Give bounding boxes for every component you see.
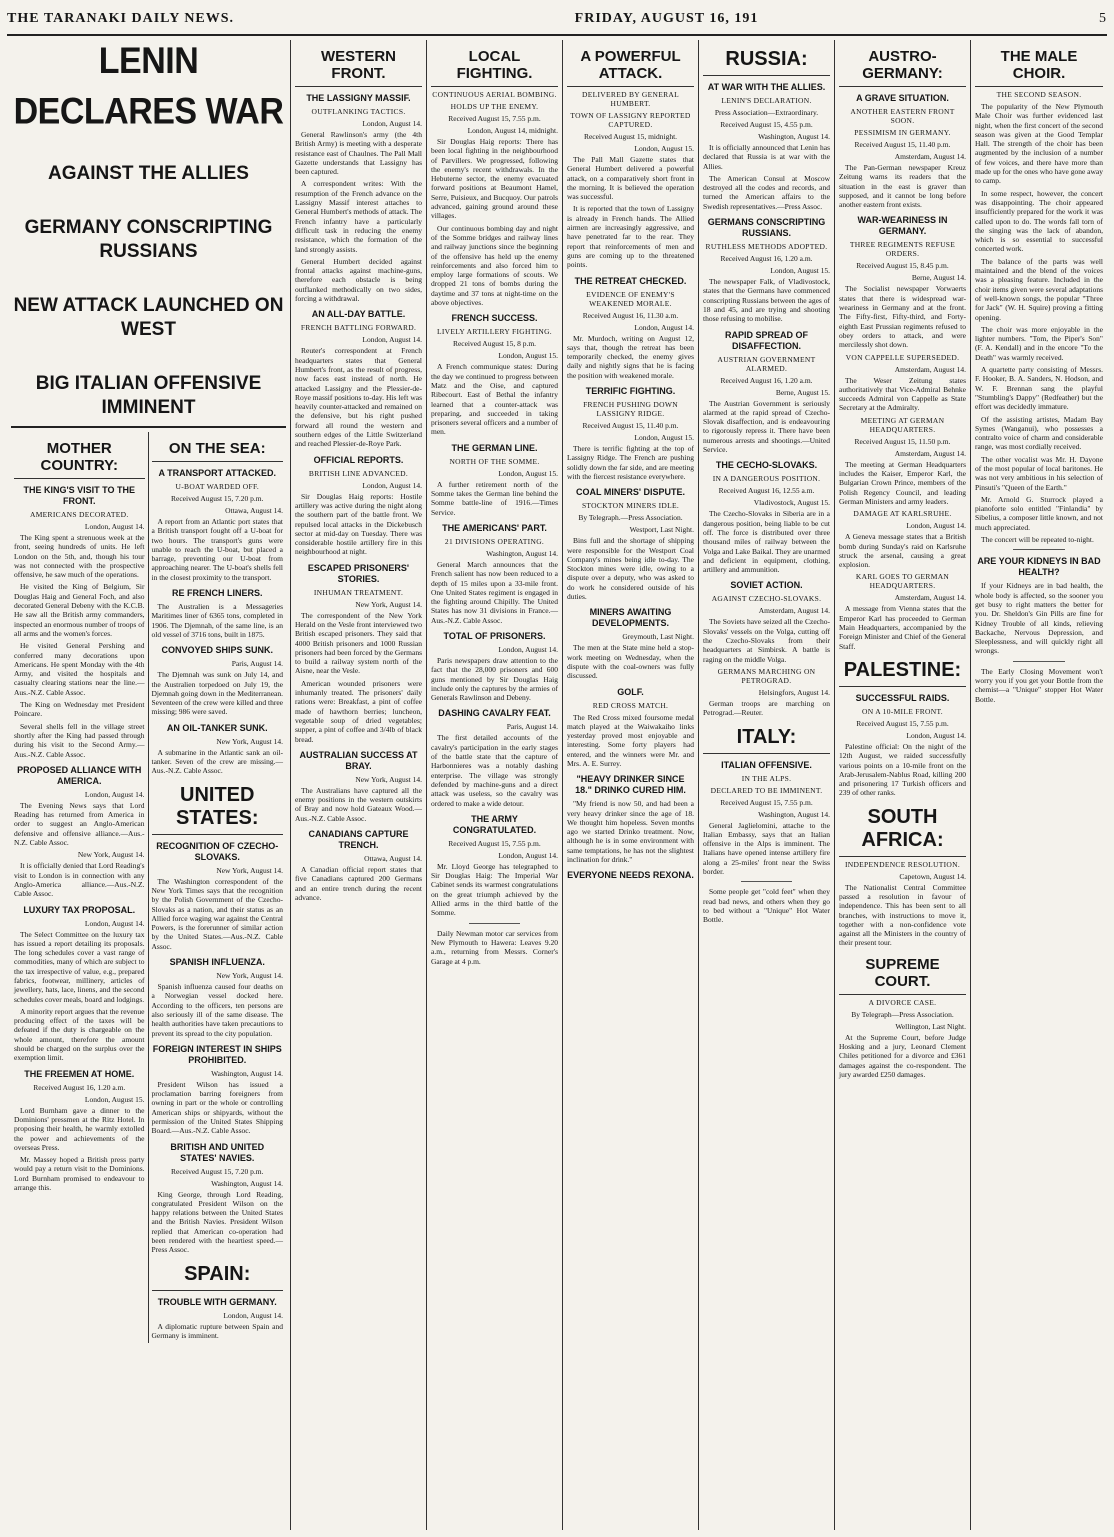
section-palestine: PALESTINE: xyxy=(839,657,966,687)
article-subhead: MEETING AT GERMAN HEADQUARTERS. xyxy=(860,415,945,434)
male-choir-column xyxy=(971,40,1107,1530)
article-headline: PROPOSED ALLIANCE WITH AMERICA. xyxy=(17,764,142,786)
article-headline: COAL MINERS' DISPUTE. xyxy=(576,487,685,498)
article-headline: TOTAL OF PRISONERS. xyxy=(443,630,546,641)
article-subhead: AUSTRIAN GOVERNMENT ALARMED. xyxy=(717,354,816,373)
dateline: New York, August 14. xyxy=(77,850,145,860)
article-subhead: THE SECOND SEASON. xyxy=(996,90,1082,99)
article-text: There is terrific fighting at the top of Lassigny Ridge. The French are pushing solidly down the far side, and are meeting with the fiercest resistance everywhere. xyxy=(567,444,694,481)
section-spain: SPAIN: xyxy=(152,1261,284,1291)
article-text: The concert will be repeated to-night. xyxy=(981,535,1094,545)
article-text: General Rawlinson's army (the 4th British Army) is meeting with a desperate resistance east of Chaulnes. The Pall Mall Gazette understands that Lassigny has been captured. xyxy=(295,130,422,177)
received-line: By Telegraph—Press Association. xyxy=(851,1009,954,1019)
section-on-the-sea: ON THE SEA: xyxy=(152,438,284,462)
article-subhead: AMERICANS DECORATED. xyxy=(29,510,129,519)
article-text: A report from an Atlantic port states that a British transport fought off a U-boat for two hours. The transport's guns were unable to reach the U-boat, but placed a barrage, preventing our U-boat from approaching nearer. The U-boat's shells fell in the closest proximity to the transport. xyxy=(151,517,283,582)
dateline: Helsingfors, August 14. xyxy=(758,687,830,697)
article-subhead: DELIVERED BY GENERAL HUMBERT. xyxy=(582,90,679,108)
article-text: Of the assisting artistes, Madam Bay Symes (Wanganui), who possesses a contralto voice of charm and considerable range, was most cordially received. xyxy=(975,414,1103,452)
dateline: London, August 15. xyxy=(634,433,694,443)
dateline: Washington, August 14. xyxy=(486,548,558,558)
article-text: Mr. Murdoch, writing on August 12, says that, though the retreat has been temporarily checked, the enemy gives daily and nightly signs that he is facing the position with weakened morale. xyxy=(567,333,694,380)
article-text: A quartette party consisting of Messrs. F. Hooker, B. A. Sanders, N. Hodson, and W. F. Brennan sang the playful "Stumbling's Dappy" (Redfeather) but the effort was decidedly immature. xyxy=(975,365,1103,412)
received-line: By Telegraph.—Press Association. xyxy=(578,513,683,523)
article-subhead: LIVELY ARTILLERY FIGHTING. xyxy=(437,327,552,337)
article-headline: DASHING CAVALRY FEAT. xyxy=(438,708,551,719)
article-headline: CANADIANS CAPTURE TRENCH. xyxy=(308,829,409,851)
dateline: Amsterdam, August 14. xyxy=(758,606,830,616)
article-text: The other vocalist was Mr. H. Dayone of the most popular of local baritones. He was not very ambitious in his selection of Pinsuti's "Queen of the Earth." xyxy=(975,454,1103,492)
article-headline: THE AMERICANS' PART. xyxy=(442,522,547,533)
dateline: London, August 14. xyxy=(84,918,145,928)
article-text: Bins full and the shortage of shipping were responsible for the Westport Coal Company's mines being idle to-day. The Stockton mines were idle, owing to a dispute over a deputy, who was asked to do work he considered outside of his duties. xyxy=(567,536,694,602)
article-text: The Djemnah was sunk on July 14, and the Australien torpedoed on July 19, the Djemnah going down in the Mediterranean. Seventeen of the crew were killed and three missing; 986 were saved. xyxy=(151,670,283,717)
article-text: It is officially announced that Lenin has declared that Russia is at war with the Allies. xyxy=(703,143,830,171)
dateline: London, August 15. xyxy=(498,468,558,478)
dateline: London, August 15. xyxy=(634,144,694,153)
advertisement-text: "My friend is now 50, and had been a very heavy drinker since the age of 18. We thought him hopeless. Seven months ago we started Drinko treatment. Now, although he is in some environment with same temptations, he has not the slightest inclination for drink." xyxy=(567,799,694,865)
article-subhead: HOLDS UP THE ENEMY. xyxy=(450,102,539,111)
article-subhead: THREE REGIMENTS REFUSE ORDERS. xyxy=(849,240,956,259)
dateline: Washington, August 14. xyxy=(211,1068,283,1078)
article-headline: RAPID SPREAD OF DISAFFECTION. xyxy=(724,329,808,351)
local-fighting-column xyxy=(427,40,563,1530)
article-headline: THE RETREAT CHECKED. xyxy=(574,275,687,286)
article-headline: ITALIAN OFFENSIVE. xyxy=(721,759,812,770)
advertisement-headline: "HEAVY DRINKER SINCE 18." DRINKO CURED HIM. xyxy=(575,774,686,796)
section-south-africa: SOUTH AFRICA: xyxy=(839,804,966,857)
article-text: General Jaglielomini, attache to the Italian Embassy, says that an Italian offensive in the Alps is imminent. The Italians have opened intense artillery fire along a 25-miles' front near the Swiss border. xyxy=(703,820,830,876)
article-headline: CONVOYED SHIPS SUNK. xyxy=(161,645,274,656)
received-line: Received August 15, 11.40 p.m. xyxy=(582,421,679,431)
article-text: Sir Douglas Haig reports: Hostile artillery was active during the night along the southern part of the battle front. We repulsed local attacks in the Dickebusch sector at mid-day on Tuesday. There was considerable hostile artillery fire in this neighbourhood at night. xyxy=(295,491,422,557)
article-headline: BRITISH AND UNITED STATES' NAVIES. xyxy=(170,1141,265,1163)
article-subhead: NORTH OF THE SOMME. xyxy=(449,456,540,466)
dateline: New York, August 14. xyxy=(355,774,422,784)
dateline: London, August 14. xyxy=(906,730,966,740)
article-headline: A TRANSPORT ATTACKED. xyxy=(158,468,276,478)
article-text: The Socialist newspaper Vorwaerts states that there is widespread war-weariness in Germany and at the front. The Fifty-first, Fifty-third, and Forty-eighth East Prussian regiments refused to obey orders to attack, and were mercilessly shot down. xyxy=(839,284,966,350)
received-line: Received August 16, 11.30 a.m. xyxy=(582,310,679,320)
received-line: Received August 15, 4.55 p.m. xyxy=(720,120,813,129)
dateline: London, August 14. xyxy=(223,1310,283,1320)
article-text: The Nationalist Central Committee passed a resolution in favour of independence. This has been sent to all branches, with instructions to move it, together with a non-confidence vote against all the Ministers in the country of their present tour. xyxy=(839,882,966,948)
divider xyxy=(741,881,792,882)
dateline: Amsterdam, August 14. xyxy=(894,364,966,374)
dateline: Washington, August 14. xyxy=(758,132,830,141)
article-text: The Evening News says that Lord Reading has returned from America in order to suggest an Anglo-American defensive and offensive alliance.—Aus.-N.Z. Cable Assoc. xyxy=(14,800,145,848)
advertisement-text: The Early Closing Movement won't worry you if you get your Bottle from the chemist—a "Unique" stopper Hot Water Bottle. xyxy=(975,666,1103,704)
article-headline: THE KING'S VISIT TO THE FRONT. xyxy=(23,485,135,506)
section-italy: ITALY: xyxy=(703,724,830,754)
article-subhead: STOCKTON MINERS IDLE. xyxy=(581,501,680,511)
article-text: Several shells fell in the village street shortly after the King had passed through during his visit to the Second Army.—Aus.-N.Z. Cable Assoc. xyxy=(14,721,145,759)
dateline: Washington, August 14. xyxy=(211,1178,283,1188)
received-line: Received August 15, 7.55 p.m. xyxy=(448,838,541,848)
article-text: The King on Wednesday met President Poincare. xyxy=(14,700,145,719)
advertisement-text: Daily Newman motor car services from New Plymouth to Hawera: Leaves 9.20 a.m., returning from Messrs. Corner's Garage at 4 p.m. xyxy=(431,928,558,966)
article-text: Mr. Lloyd George has telegraphed to Sir Douglas Haig: The Imperial War Cabinet sends its warmest congratulations on the great triumph achieved by the Allied arms in the third battle of the Somme. xyxy=(431,861,558,918)
advertisement-text: Some people get "cold feet" when they read bad news, and others when they go to bed without a "Unique" Hot Water Bottle. xyxy=(703,887,830,925)
article-subhead: CONTINUOUS AERIAL BOMBING. xyxy=(432,90,557,99)
article-headline: THE CECHO-SLOVAKS. xyxy=(715,460,818,471)
newspaper-page xyxy=(7,4,1107,1529)
dateline: New York, August 14. xyxy=(355,599,422,609)
article-subhead: ANOTHER EASTERN FRONT SOON. xyxy=(850,107,955,125)
lead-subhead-1: AGAINST THE ALLIES xyxy=(48,163,249,184)
dateline: New York, August 14. xyxy=(216,971,283,981)
article-text: The Pall Mall Gazette states that General Humbert delivered a powerful attack, on a comparatively short front in the morning. It is believed the operation was successful. xyxy=(567,155,694,202)
article-text: The balance of the parts was well maintained and the blend of the voices was a pleasing feature. Included in the choir items given were several adaptations of well-known songs, the popular "Three for Jack" (W. H. Squire) proving a fitting opening. xyxy=(975,256,1103,322)
dateline: Berne, August 14. xyxy=(911,273,966,283)
article-subhead: U-BOAT WARDED OFF. xyxy=(175,482,259,491)
article-subhead: VON CAPPELLE SUPERSEDED. xyxy=(845,352,960,362)
dateline: Washington, August 14. xyxy=(758,809,830,819)
article-headline: SUCCESSFUL RAIDS. xyxy=(855,692,950,703)
dateline: Berne, August 15. xyxy=(775,387,830,397)
article-text: A diplomatic rupture between Spain and Germany is imminent. xyxy=(151,1321,283,1340)
page-number: 5 xyxy=(1098,11,1107,26)
article-text: Mr. Massey hoped a British press party would pay a return visit to the Dominions. Lord Burnham promised to endeavour to arrange this. xyxy=(14,1155,145,1193)
received-line: Received August 15, 8.45 p.m. xyxy=(856,261,949,271)
article-text: Reuter's correspondent at French headquarters states that General Humbert's front, as the result of progress, now faces east instead of north. He attacked Lassigny and the Plessier-de-Roye massif positions to-day. His left was heavily counter-attacked and remained on the defensive, but his right pushed forward all round the western and southern edges of the Little Switzerland and reached Plessier-de-Roye Park. xyxy=(295,346,422,449)
masthead-title: THE TARANAKI DAILY NEWS. xyxy=(7,11,235,26)
article-subhead: FRENCH PUSHING DOWN LASSIGNY RIDGE. xyxy=(583,400,678,419)
received-line: Received August 16, 1.20 a.m. xyxy=(720,254,813,264)
article-subhead: RUTHLESS METHODS ADOPTED. xyxy=(705,242,828,252)
received-line: Received August 15, 7.55 p.m. xyxy=(448,114,541,123)
article-headline: THE FREEMEN AT HOME. xyxy=(24,1068,135,1079)
article-subhead: LENIN'S DECLARATION. xyxy=(721,96,812,105)
article-text: American wounded prisoners were inhumanly treated. The prisoners' daily rations were: Breakfast, a pint of coffee made of hawthorn berries; luncheon, vegetable soup of dried vegetables; supper, a pint of coffee and 3/4lb of black bread. xyxy=(295,678,422,744)
western-front-column xyxy=(291,40,427,1530)
main-headline: LENIN DECLARES WAR xyxy=(13,40,284,133)
article-headline: OFFICIAL REPORTS. xyxy=(313,454,404,465)
article-subhead: A DIVORCE CASE. xyxy=(868,997,937,1007)
advertisement-headline: EVERYONE NEEDS REXONA. xyxy=(567,870,694,881)
article-text: The first detailed accounts of the cavalry's participation in the early stages of the battle state that the capture of Harbonnieres was a notably dashing enterprise. The village was strongly defended by machine-guns and a direct attack was useless, so the cavalry was ordered to make a wide detour. xyxy=(431,733,558,808)
masthead xyxy=(7,4,1107,36)
article-subhead: DAMAGE AT KARLSRUHE. xyxy=(853,509,952,519)
article-subhead: BRITISH LINE ADVANCED. xyxy=(308,468,409,478)
section-supreme-court: SUPREME COURT. xyxy=(839,954,966,995)
dateline: London, August 14. xyxy=(362,119,422,128)
article-text: The choir was more enjoyable in the lighter numbers. "Tom, the Piper's Son" (F. A. Kendall) and in the encore "To the Death" was warmly received. xyxy=(975,324,1103,362)
dateline: London, August 14. xyxy=(84,789,145,799)
received-line: Received August 15, 7.55 p.m. xyxy=(720,797,813,807)
article-text: Mr. Arnold G. Sturrock played a pianoforte solo entitled "Finlandia" by Sibelius, a composer little known, and not much appreciated. xyxy=(975,494,1103,532)
article-subhead: IN A DANGEROUS POSITION. xyxy=(712,474,821,484)
article-text: King George, through Lord Reading, congratulated President Wilson on the happy relations between the United States and the British Navies. President Wilson replied that American co-operation had been rendered with the heartiest speed.—Press Assoc. xyxy=(151,1189,283,1255)
article-text: The King spent a strenuous week at the front, seeing hundreds of units. He left London on the 5th, and, though his tour was not connected with the prospective offensive, he saw much of the operations. xyxy=(14,533,145,580)
article-headline: THE LASSIGNY MASSIF. xyxy=(306,93,411,103)
section-local-fighting: LOCAL FIGHTING. xyxy=(431,46,558,87)
article-text: It is officially denied that Lord Reading's visit to London is in connection with any Anglo-America alliance.—Aus.-N.Z. Cable Assoc. xyxy=(14,861,145,899)
article-text: President Wilson has issued a proclamation barring foreigners from owning in part or the whole or controlling American ships or shipyards, without the permission of the United States Shipping Board.—Aus.-N.Z. Cable Assoc. xyxy=(151,1079,283,1136)
article-text: A minority report argues that the revenue producing effect of the taxes will be defeated if the duty is chargeable on the whole amount, therefore the amount should be charged on the surplus over the exemption limit. xyxy=(14,1006,145,1063)
article-subhead: INDEPENDENCE RESOLUTION. xyxy=(844,859,961,869)
article-text: A submarine in the Atlantic sank an oil-tanker. Seven of the crew are missing.—Aus.-N.Z. Cable Assoc. xyxy=(151,747,283,776)
received-line: Received August 16, 12.55 a.m. xyxy=(718,486,815,496)
article-headline: ESCAPED PRISONERS' STORIES. xyxy=(307,562,410,584)
article-subhead: AGAINST CZECHO-SLOVAKS. xyxy=(711,594,822,604)
divider xyxy=(1013,549,1064,550)
article-text: The men at the State mine held a stop-work meeting on Wednesday, when the dispute with the coal-owners was fully discussed. xyxy=(567,643,694,681)
article-text: The Pan-German newspaper Kreuz Zeitung warns its readers that the situation in the east is graver than supposed, and it cannot be long before another eastern front exists. xyxy=(839,163,966,210)
article-subhead: RED CROSS MATCH. xyxy=(592,700,669,710)
article-headline: GOLF. xyxy=(617,686,644,697)
article-text: Palestine official: On the night of the 12th August, we raided successfully various points on a 10-mile front on the Arab-Jerusalem-Nablus Road, killing 200 and prisonering 17 Turkish officers and 239 of other ranks. xyxy=(839,741,966,798)
received-line: Received August 15, 11.40 p.m. xyxy=(854,140,951,149)
russia-column xyxy=(699,40,835,1530)
article-headline: AUSTRALIAN SUCCESS AT BRAY. xyxy=(299,749,418,771)
article-text: Our continuous bombing day and night of the Somme bridges and railway lines and railway junctions since the beginning of the offensive has held up the enemy reinforcements and also forced him to employ large formations of scouts. We dropped 21 tons of bombs during the daytime and 37 tons at night-time on the above objectives. xyxy=(431,223,558,308)
article-text: A correspondent writes: With the resumption of the French advance on the Lassigny Massif interest attaches to General Humbert's methods of attack. The French infantry have a particularly difficult task in reducing the enemy resistance, which the formation of the land strongly assists. xyxy=(295,179,423,254)
mother-country-column xyxy=(11,432,149,1343)
article-headline: FRENCH SUCCESS. xyxy=(451,313,538,324)
received-line: Received August 15, 7.55 p.m. xyxy=(856,718,949,728)
dateline: Ottawa, August 14. xyxy=(364,854,422,864)
article-text: A further retirement north of the Somme takes the German line behind the Somme battle-line of 1916.—Times Service. xyxy=(431,479,558,517)
article-headline: LUXURY TAX PROPOSAL. xyxy=(23,904,136,915)
dateline: Amsterdam, August 14. xyxy=(894,593,966,603)
article-headline: AT WAR WITH THE ALLIES. xyxy=(707,82,826,92)
article-text: A Geneva message states that a British bomb during Sunday's raid on Karlsruhe struck the arsenal, causing a great explosion. xyxy=(839,532,966,570)
received-line: Received August 15, 7.20 p.m. xyxy=(171,1166,264,1176)
lead-headlines xyxy=(11,40,286,428)
dateline: London, August 14. xyxy=(634,322,694,332)
article-text: The American Consul at Moscow destroyed all the codes and records, and turned the American affairs to the Swedish representatives.—Press Assoc. xyxy=(703,173,830,211)
divider xyxy=(469,923,520,924)
article-text: He visited the King of Belgium, Sir Douglas Haig and General Foch, and also decorated General Debeny with the K.C.B. He saw all the British army commanders, inspected an enormous number of troops of all arms and the women's forces. xyxy=(14,582,145,638)
dateline: Westport, Last Night. xyxy=(629,525,694,535)
received-line: Received August 15, 7.20 p.m. xyxy=(171,494,264,503)
article-subhead: PESSIMISM IN GERMANY. xyxy=(854,128,951,137)
section-western-front: WESTERN FRONT. xyxy=(295,46,422,87)
article-text: The Czecho-Slovaks in Siberia are in a dangerous position, being liable to be cut off. The force is distributed over three thousand miles of railway between the Volga and Lake Baikal. They are unarmed and deficient in equipment, clothing, artillery and ammunition. xyxy=(703,509,830,575)
article-text: The Select Committee on the luxury tax has issued a report detailing its proposals. The long schedules cover a vast range of commodities, many of which are subject to the tax irrespective of value, e.g., prepared fabrics, footwear, millinery, articles of jewellery, hats, lace, linens, and the second schedules cover meals, board and lodgings. xyxy=(14,929,145,1004)
article-text: At the Supreme Court, before Judge Hosking and a jury, Leonard Clement Chiles petitioned for a divorce and £361 damages against the co-respondent. The jury awarded £250 damages. xyxy=(839,1032,966,1079)
article-text: A Canadian official report states that five Canadians captured 200 Germans and an entire trench during the recent advance. xyxy=(295,865,422,902)
article-headline: MINERS AWAITING DEVELOPMENTS. xyxy=(589,607,672,629)
dateline: London, August 15. xyxy=(84,1094,145,1104)
dateline: London, August 14. xyxy=(498,850,558,860)
article-text: The Australians have captured all the enemy positions in the western outskirts of Bray and now hold Gateaux Wood.—Aus.-N.Z. Cable Assoc. xyxy=(295,785,422,823)
article-subhead: KARL GOES TO GERMAN HEADQUARTERS. xyxy=(855,572,950,591)
article-text: In some respect, however, the concert was disappointing. The choir appeared insufficiently prepared for the work it was called upon to do. The words fall torn of the singing was the lack of abandon, which is so essential to successful concerted work. xyxy=(975,188,1103,254)
received-line: Received August 15, midnight. xyxy=(583,132,678,141)
article-subhead: 21 DIVISIONS OPERATING. xyxy=(444,536,545,546)
article-text: Paris newspapers draw attention to the fact that the 28,000 prisoners and 600 guns mentioned by Sir Douglas Haig include only the captures by the armies of Generals Rawlinson and Debeny. xyxy=(431,655,558,703)
article-text: A French communique states: During the day we continued to progress between Matz and the Oise, and captured Ribecourt. East of Bethal the infantry learned that a counter-attack was preparing, and succeeded in taking prisoners several officers and a number of men. xyxy=(431,362,558,437)
article-subhead: TOWN OF LASSIGNY REPORTED CAPTURED. xyxy=(570,111,691,129)
dateline: Paris, August 14. xyxy=(506,722,558,732)
article-headline: AN OIL-TANKER SUNK. xyxy=(166,722,268,733)
article-text: The Austrian Government is seriously alarmed at the rapid spread of Czecho-Slovak disaffection, and is endeavouring to rigorously repress it. There have been numerous arrests and shootings.—United Service. xyxy=(703,398,830,455)
dateline: London, August 14. xyxy=(362,480,422,490)
on-the-sea-column xyxy=(149,432,287,1343)
article-text: Lord Burnham gave a dinner to the Dominions' pressmen at the Ritz Hotel. In proposing their health, he warmly extolled the power and achievements of the overseas Press. xyxy=(14,1105,145,1152)
received-line: Press Association—Extraordinary. xyxy=(714,108,819,117)
article-text: The Red Cross mixed foursome medal match played at the Waiwakaiho links yesterday proved most enjoyable and interesting. Some forty players had entered, and the winners were Mr. and Mrs. A. E. Surrey. xyxy=(567,712,694,768)
article-text: The Soviets have seized all the Czecho-Slovaks' vessels on the Volga, cutting off the Czecho-Slovaks from their headquarters at Simbirsk. A battle is raging on the middle Volga. xyxy=(703,617,830,664)
article-text: The Washington correspondent of the New York Times says that the recognition by the Polish Government of the Czecho-Slovaks as a nation, and their status as an Allied force waging war against the Central Powers, is the forerunner of similar action by the United States.—Aus.-N.Z. Cable Assoc. xyxy=(151,876,283,951)
lead-subhead-4: BIG ITALIAN OFFENSIVE IMMINENT xyxy=(35,373,262,418)
article-text: He visited General Pershing and conferred many decorations upon Americans. He spent Monday with the 4th Army, and visited the hospitals and casualty clearing stations near the line.—Aus.-N.Z. Cable Assoc. xyxy=(14,641,145,697)
lead-subhead-2: GERMANY CONSCRIPTING RUSSIANS xyxy=(24,217,273,262)
article-text: Sir Douglas Haig reports: There has been local fighting in the neighbourhood of Parvillers. We progressed, following the enemy's recent withdrawals. In the Hebuterne sector, the enemy evacuated forward positions at Beaumont Hamel, Serre, Puisieux, and Bucquoy. Our patrols advanced, gaining ground around these villages. xyxy=(431,137,558,221)
article-subhead: EVIDENCE OF ENEMY'S WEAKENED MORALE. xyxy=(586,289,675,308)
dateline: Amsterdam, August 14. xyxy=(894,152,966,161)
article-subhead: ON A 10-MILE FRONT. xyxy=(862,706,943,716)
article-headline: WAR-WEARINESS IN GERMANY. xyxy=(857,215,948,237)
dateline: Ottawa, August 14. xyxy=(225,506,283,515)
article-headline: GERMANS CONSCRIPTING RUSSIANS. xyxy=(707,217,826,239)
section-united-states: UNITED STATES: xyxy=(152,782,284,835)
article-text: The correspondent of the New York Herald on the Vesle front interviewed two British escaped prisoners. They said that 4000 British prisoners and 1000 Russian prisoners had been forced by the Germans to build a railway system north of the Aisne, near the Vesle. xyxy=(295,610,422,676)
dateline: Paris, August 14. xyxy=(231,659,283,669)
article-text: The Australien is a Messageries Maritimes liner of 6365 tons, completed in 1906. The Djemnah, of the same line, is an old vessel of 3716 tons, built in 1875. xyxy=(151,602,283,639)
article-text: German troops are marching on Petrograd.—Reuter. xyxy=(703,698,830,718)
article-text: The Weser Zeitung states authoritatively that Vice-Admiral Behnke succeeds Admiral von Cappelle as State Secretary at the Admiralty. xyxy=(839,375,966,413)
section-powerful-attack: A POWERFUL ATTACK. xyxy=(567,46,694,87)
article-headline: TERRIFIC FIGHTING. xyxy=(585,386,676,397)
article-subhead: GERMANS MARCHING ON PETROGRAD. xyxy=(717,666,816,685)
article-text: Spanish influenza caused four deaths on a Norwegian vessel docked here. According to the officers, ten persons are also seriously ill of the same disease. The health authorities have taken precautions to prevent its spread to the city population. xyxy=(151,982,283,1038)
lead-subhead-3: NEW ATTACK LAUNCHED ON WEST xyxy=(13,295,284,340)
dateline: London, August 14. xyxy=(362,335,422,345)
article-text: The newspaper Falk, of Vladivostock, states that the Germans have commenced conscripting Russians between the ages of 18 and 45, and are trying and shooting those refusing to mobilise. xyxy=(703,277,830,324)
dateline: New York, August 14. xyxy=(216,865,283,875)
article-text: The popularity of the New Plymouth Male Choir was further evidenced last night, when the first concert of the second season was given at the Good Templar Hall. The strength of the choir has been augmented by the inclusion of a number of few voices, and there have more than made up for the ones who have gone away to camp. xyxy=(975,102,1103,186)
received-line: Received August 16, 1.20 a.m. xyxy=(720,375,813,385)
article-headline: A GRAVE SITUATION. xyxy=(856,93,949,103)
powerful-attack-column xyxy=(563,40,699,1530)
dateline: London, August 14, midnight. xyxy=(467,126,558,135)
dateline: London, August 14. xyxy=(84,522,145,531)
article-headline: SOVIET ACTION. xyxy=(730,580,803,591)
received-line: Received August 15, 8 p.m. xyxy=(452,339,537,349)
article-subhead: FRENCH BATTLING FORWARD. xyxy=(300,323,417,333)
dateline: Amsterdam, August 14. xyxy=(894,448,966,458)
austro-germany-column xyxy=(835,40,971,1530)
article-headline: RE FRENCH LINERS. xyxy=(171,588,263,599)
received-line: Received August 16, 1.20 a.m. xyxy=(33,1082,126,1092)
article-headline: THE ARMY CONGRATULATED. xyxy=(452,813,537,835)
dateline: London, August 15. xyxy=(770,266,830,276)
dateline: Wellington, Last Night. xyxy=(895,1021,966,1031)
article-text: General March announces that the French salient has now been reduced to a depth of 15 miles upon a 33-mile front. One United States regiment is engaged in the fighting around Chipilly. The United States has now 31 divisions in France.—Aus.-N.Z. Cable Assoc. xyxy=(431,559,558,625)
dateline: Greymouth, Last Night. xyxy=(622,632,694,642)
article-headline: RECOGNITION OF CZECHO-SLOVAKS. xyxy=(156,840,279,862)
article-subhead: DECLARED TO BE IMMINENT. xyxy=(710,785,823,795)
article-headline: SPANISH INFLUENZA. xyxy=(169,957,265,968)
advertisement-headline: ARE YOUR KIDNEYS IN BAD HEALTH? xyxy=(977,556,1101,578)
article-headline: FOREIGN INTEREST IN SHIPS PROHIBITED. xyxy=(152,1043,282,1065)
dateline: Vladivostock, August 15. xyxy=(753,498,830,508)
article-subhead: INHUMAN TREATMENT. xyxy=(313,587,404,597)
dateline: London, August 15. xyxy=(498,351,558,361)
divider xyxy=(1013,661,1064,662)
dateline: London, August 14. xyxy=(906,521,966,531)
article-text: The meeting at German Headquarters includes the Kaiser, Emperor Karl, the Bulgarian Crown Prince, members of the Polish Regency Council, and leading German Ministers and army leaders. xyxy=(839,459,966,506)
section-austro-germany: AUSTRO-GERMANY: xyxy=(839,46,966,87)
dateline: New York, August 14. xyxy=(216,736,283,746)
received-line: Received August 15, 11.50 p.m. xyxy=(854,436,951,446)
article-headline: AN ALL-DAY BATTLE. xyxy=(311,309,406,320)
article-subhead: OUTFLANKING TACTICS. xyxy=(311,107,406,116)
article-text: General Humbert decided against frontal attacks against machine-guns, therefore each obstacle is being outflanked methodically on two sides, forcing a withdrawal. xyxy=(295,256,422,304)
lead-column xyxy=(7,40,291,1530)
article-text: It is reported that the town of Lassigny is already in French hands. The Allied airmen are increasingly aggressive, and have penetrated far to the rear. They report that reinforcements of men and guns are coming up to the threatened points. xyxy=(567,204,694,270)
section-mother-country: MOTHER COUNTRY: xyxy=(14,438,145,479)
dateline: London, August 14. xyxy=(498,644,558,654)
masthead-date: FRIDAY, AUGUST 16, 191 xyxy=(574,11,759,26)
article-text: A message from Vienna states that the Emperor Karl has proceeded to German Main Headquarters, accompanied by the Foreign Minister and Chief of the General Staff. xyxy=(839,604,966,651)
section-russia: RUSSIA: xyxy=(703,46,830,76)
article-subhead: IN THE ALPS. xyxy=(741,773,792,783)
dateline: Capetown, August 14. xyxy=(899,871,966,881)
article-headline: THE GERMAN LINE. xyxy=(451,442,538,453)
section-male-choir: THE MALE CHOIR. xyxy=(975,46,1103,87)
advertisement-text: If your Kidneys are in bad health, the whole body is affected, so the sooner you get busy to right matters the better for you. Dr. Sheldon's Gin Pills are fine for Kidney Trouble of all kinds, relieving Backache, Nervous Depression, and Sleeplessness, and will quickly right all wrongs. xyxy=(975,581,1103,656)
article-headline: TROUBLE WITH GERMANY. xyxy=(157,1296,277,1307)
